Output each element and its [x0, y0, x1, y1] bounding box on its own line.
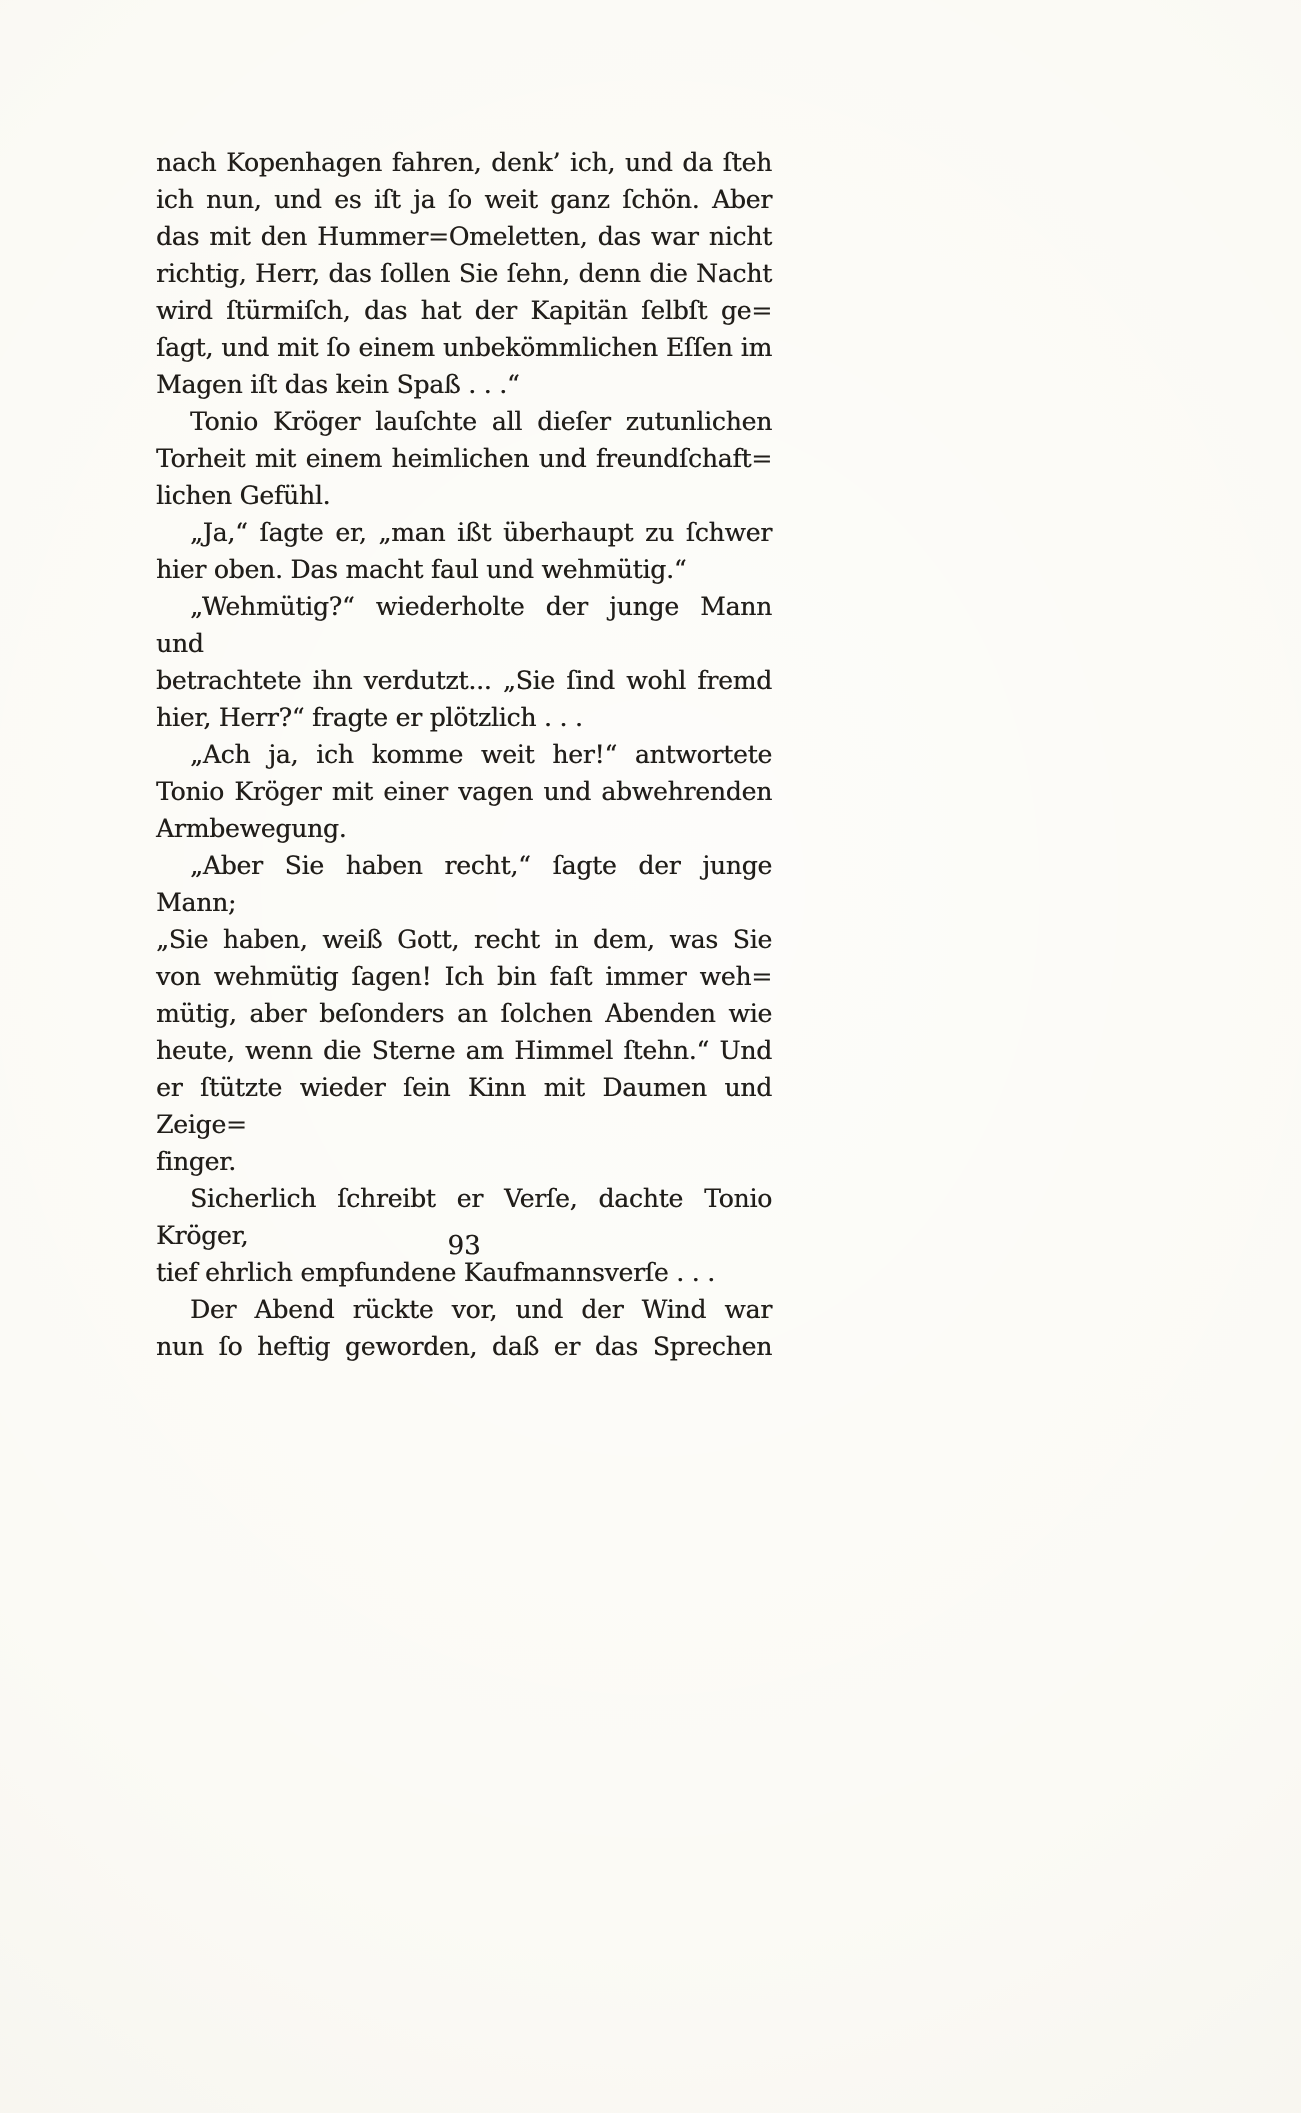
- text-line: Der Abend rückte vor, und der Wind war: [190, 1295, 772, 1324]
- text-line: richtig, Herr, das ſollen Sie ſehn, denn die Nacht: [156, 259, 772, 288]
- text-line: Sicherlich ſchreibt er Verſe, dachte Tonio Kröger,: [156, 1184, 772, 1250]
- text-line: das mit den Hummer=Omeletten, das war nicht: [156, 222, 772, 251]
- paragraph: [156, 736, 772, 847]
- page-number: 93: [447, 1231, 481, 1261]
- text-line: heute, wenn die Sterne am Himmel ſtehn.“ Und: [156, 1036, 772, 1065]
- text-line: Tonio Kröger lauſchte all dieſer zutunlichen: [190, 407, 772, 436]
- text-line: tief ehrlich empfundene Kaufmannsverſe . . .: [156, 1258, 715, 1287]
- text-line: er ſtützte wieder ſein Kinn mit Daumen und Zeige=: [156, 1073, 772, 1139]
- text-line: „Ach ja, ich komme weit her!“ antwortete: [190, 740, 772, 769]
- text-line: lichen Gefühl.: [156, 481, 331, 510]
- text-line: „Wehmütig?“ wiederholte der junge Mann und: [156, 592, 772, 658]
- text-line: Magen iſt das kein Spaß . . .“: [156, 370, 520, 399]
- text-line: hier oben. Das macht faul und wehmütig.“: [156, 555, 687, 584]
- paragraph: [156, 514, 772, 588]
- text-line: Armbewegung.: [156, 814, 347, 843]
- text-line: „Sie haben, weiß Gott, recht in dem, was Sie: [156, 925, 772, 954]
- text-line: Tonio Kröger mit einer vagen und abwehrenden: [156, 777, 772, 806]
- paragraph: [156, 144, 772, 403]
- text-line: betrachtete ihn verdutzt... „Sie ſind wohl fremd: [156, 666, 772, 695]
- text-line: „Aber Sie haben recht,“ ſagte der junge Mann;: [156, 851, 772, 917]
- text-line: ich nun, und es iſt ja ſo weit ganz ſchön. Aber: [156, 185, 772, 214]
- text-line: Torheit mit einem heimlichen und freundſchaft=: [156, 444, 772, 473]
- text-line: nach Kopenhagen fahren, denk’ ich, und da ſteh: [156, 148, 772, 177]
- paragraph: [156, 588, 772, 736]
- text-line: hier, Herr?“ fragte er plötzlich . . .: [156, 703, 583, 732]
- paragraph: [156, 847, 772, 1180]
- text-line: von wehmütig ſagen! Ich bin faſt immer weh=: [156, 962, 772, 991]
- paragraph: [156, 403, 772, 514]
- text-line: nun ſo heftig geworden, daß er das Sprechen: [156, 1332, 772, 1361]
- paragraph: [156, 1291, 772, 1365]
- text-line: wird ſtürmiſch, das hat der Kapitän ſelbſt ge=: [156, 296, 772, 325]
- text-line: mütig, aber beſonders an ſolchen Abenden wie: [156, 999, 772, 1028]
- text-line: ſagt, und mit ſo einem unbekömmlichen Eſſen im: [156, 333, 772, 362]
- text-line: finger.: [156, 1147, 236, 1176]
- text-line: „Ja,“ ſagte er, „man ißt überhaupt zu ſchwer: [190, 518, 772, 547]
- page-text-block: [156, 144, 772, 1365]
